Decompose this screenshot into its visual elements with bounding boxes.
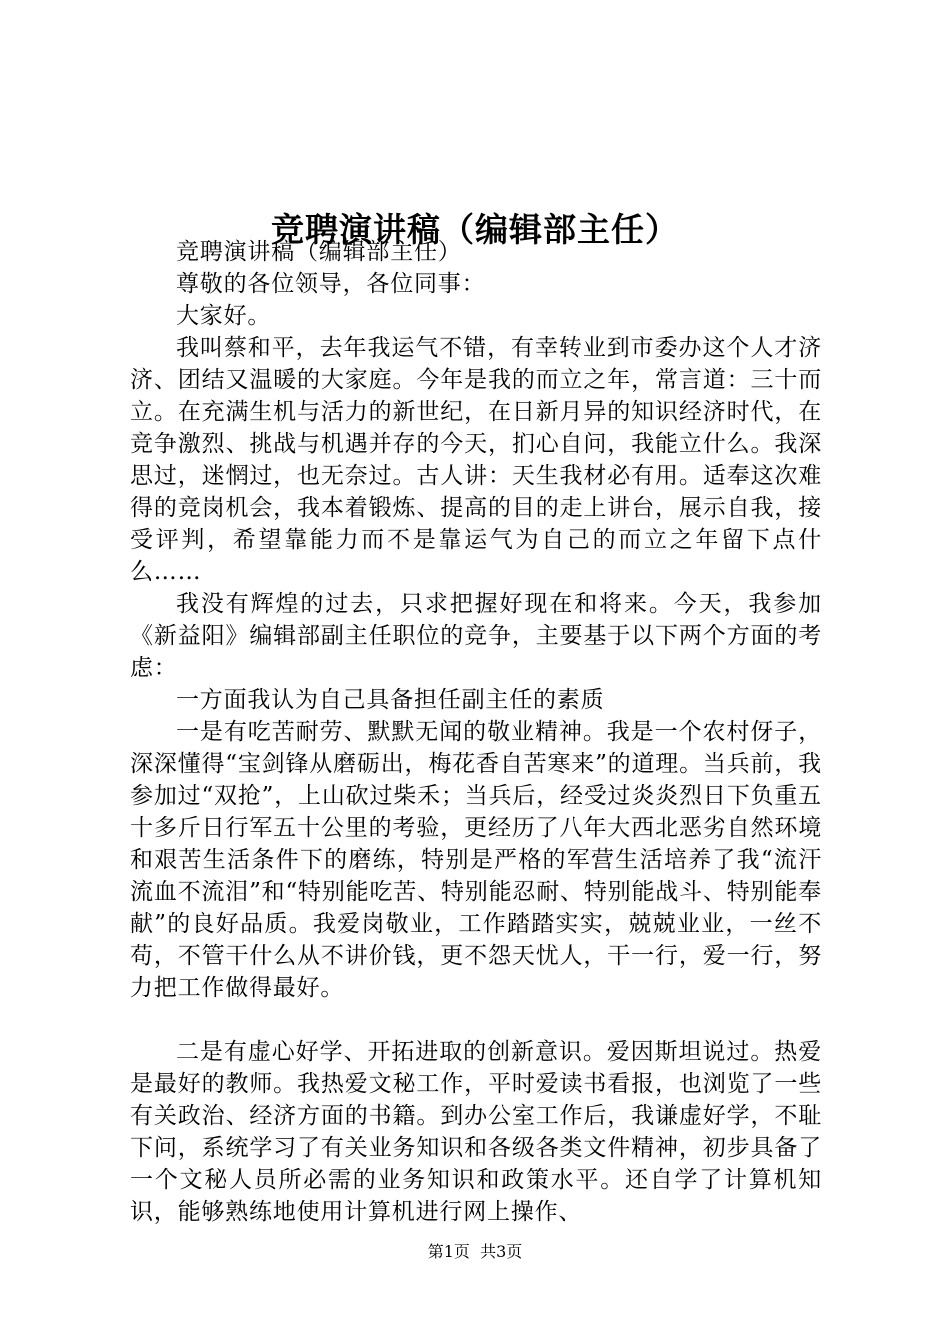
page-total: 共3页 [480, 1242, 523, 1261]
paragraph-section-heading: 一方面我认为自己具备担任副主任的素质 [176, 687, 605, 713]
paragraph-point-one: 一是有吃苦耐劳、默默无闻的敬业精神。我是一个农村伢子，深深懂得“宝剑锋从磨砺出，梅花香自苦寒来”的道理。当兵前，我参加过“双抢”，上山砍过柴禾；当兵后，经受过炎炎烈日下负重五十多斤日行军五十公里的考验，更经历了八年大西北恶劣自然环境和艰苦生活条件下的磨练，特别是严格的军营生活培养了我“流汗流血不流泪”和“特别能吃苦、特别能忍耐、特别能战斗、特别能奉献”的良好品质。我爱岗敬业，工作踏踏实实，兢兢业业，一丝不苟，不管干什么从不讲价钱，更不怨天忧人，干一行，爱一行，努力把工作做得最好。 [130, 719, 822, 1001]
paragraph-motivation: 我没有辉煌的过去，只求把握好现在和将来。今天，我参加《新益阳》编辑部副主任职位的竞争，主要基于以下两个方面的考虑： [130, 591, 822, 681]
page-footer [0, 1240, 950, 1264]
page-number: 第1页 [427, 1242, 470, 1261]
document-title: 竞聘演讲稿（编辑部主任） [271, 210, 679, 250]
paragraph-greeting: 大家好。 [176, 303, 272, 329]
document-body [130, 236, 822, 1228]
paragraph-point-two: 二是有虚心好学、开拓进取的创新意识。爱因斯坦说过。热爱是最好的教师。我热爱文秘工作，平时爱读书看报，也浏览了一些有关政治、经济方面的书籍。到办公室工作后，我谦虚好学，不耻下问，系统学习了有关业务知识和各级各类文件精神，初步具备了一个文秘人员所必需的业务知识和政策水平。还自学了计算机知识，能够熟练地使用计算机进行网上操作、 [130, 1039, 822, 1225]
paragraph-repeat-title: 竞聘演讲稿（编辑部主任） [176, 239, 462, 265]
paragraph-introduction: 我叫蔡和平，去年我运气不错，有幸转业到市委办这个人才济济、团结又温暖的大家庭。今年是我的而立之年，常言道：三十而立。在充满生机与活力的新世纪，在日新月异的知识经济时代，在竞争激烈、挑战与机遇并存的今天，扪心自问，我能立什么。我深思过，迷惘过，也无奈过。古人讲：天生我材必有用。适奉这次难得的竞岗机会，我本着锻炼、提高的目的走上讲台，展示自我，接受评判，希望靠能力而不是靠运气为自己的而立之年留下点什么…… [130, 335, 822, 585]
paragraph-salutation: 尊敬的各位领导，各位同事： [176, 271, 486, 297]
